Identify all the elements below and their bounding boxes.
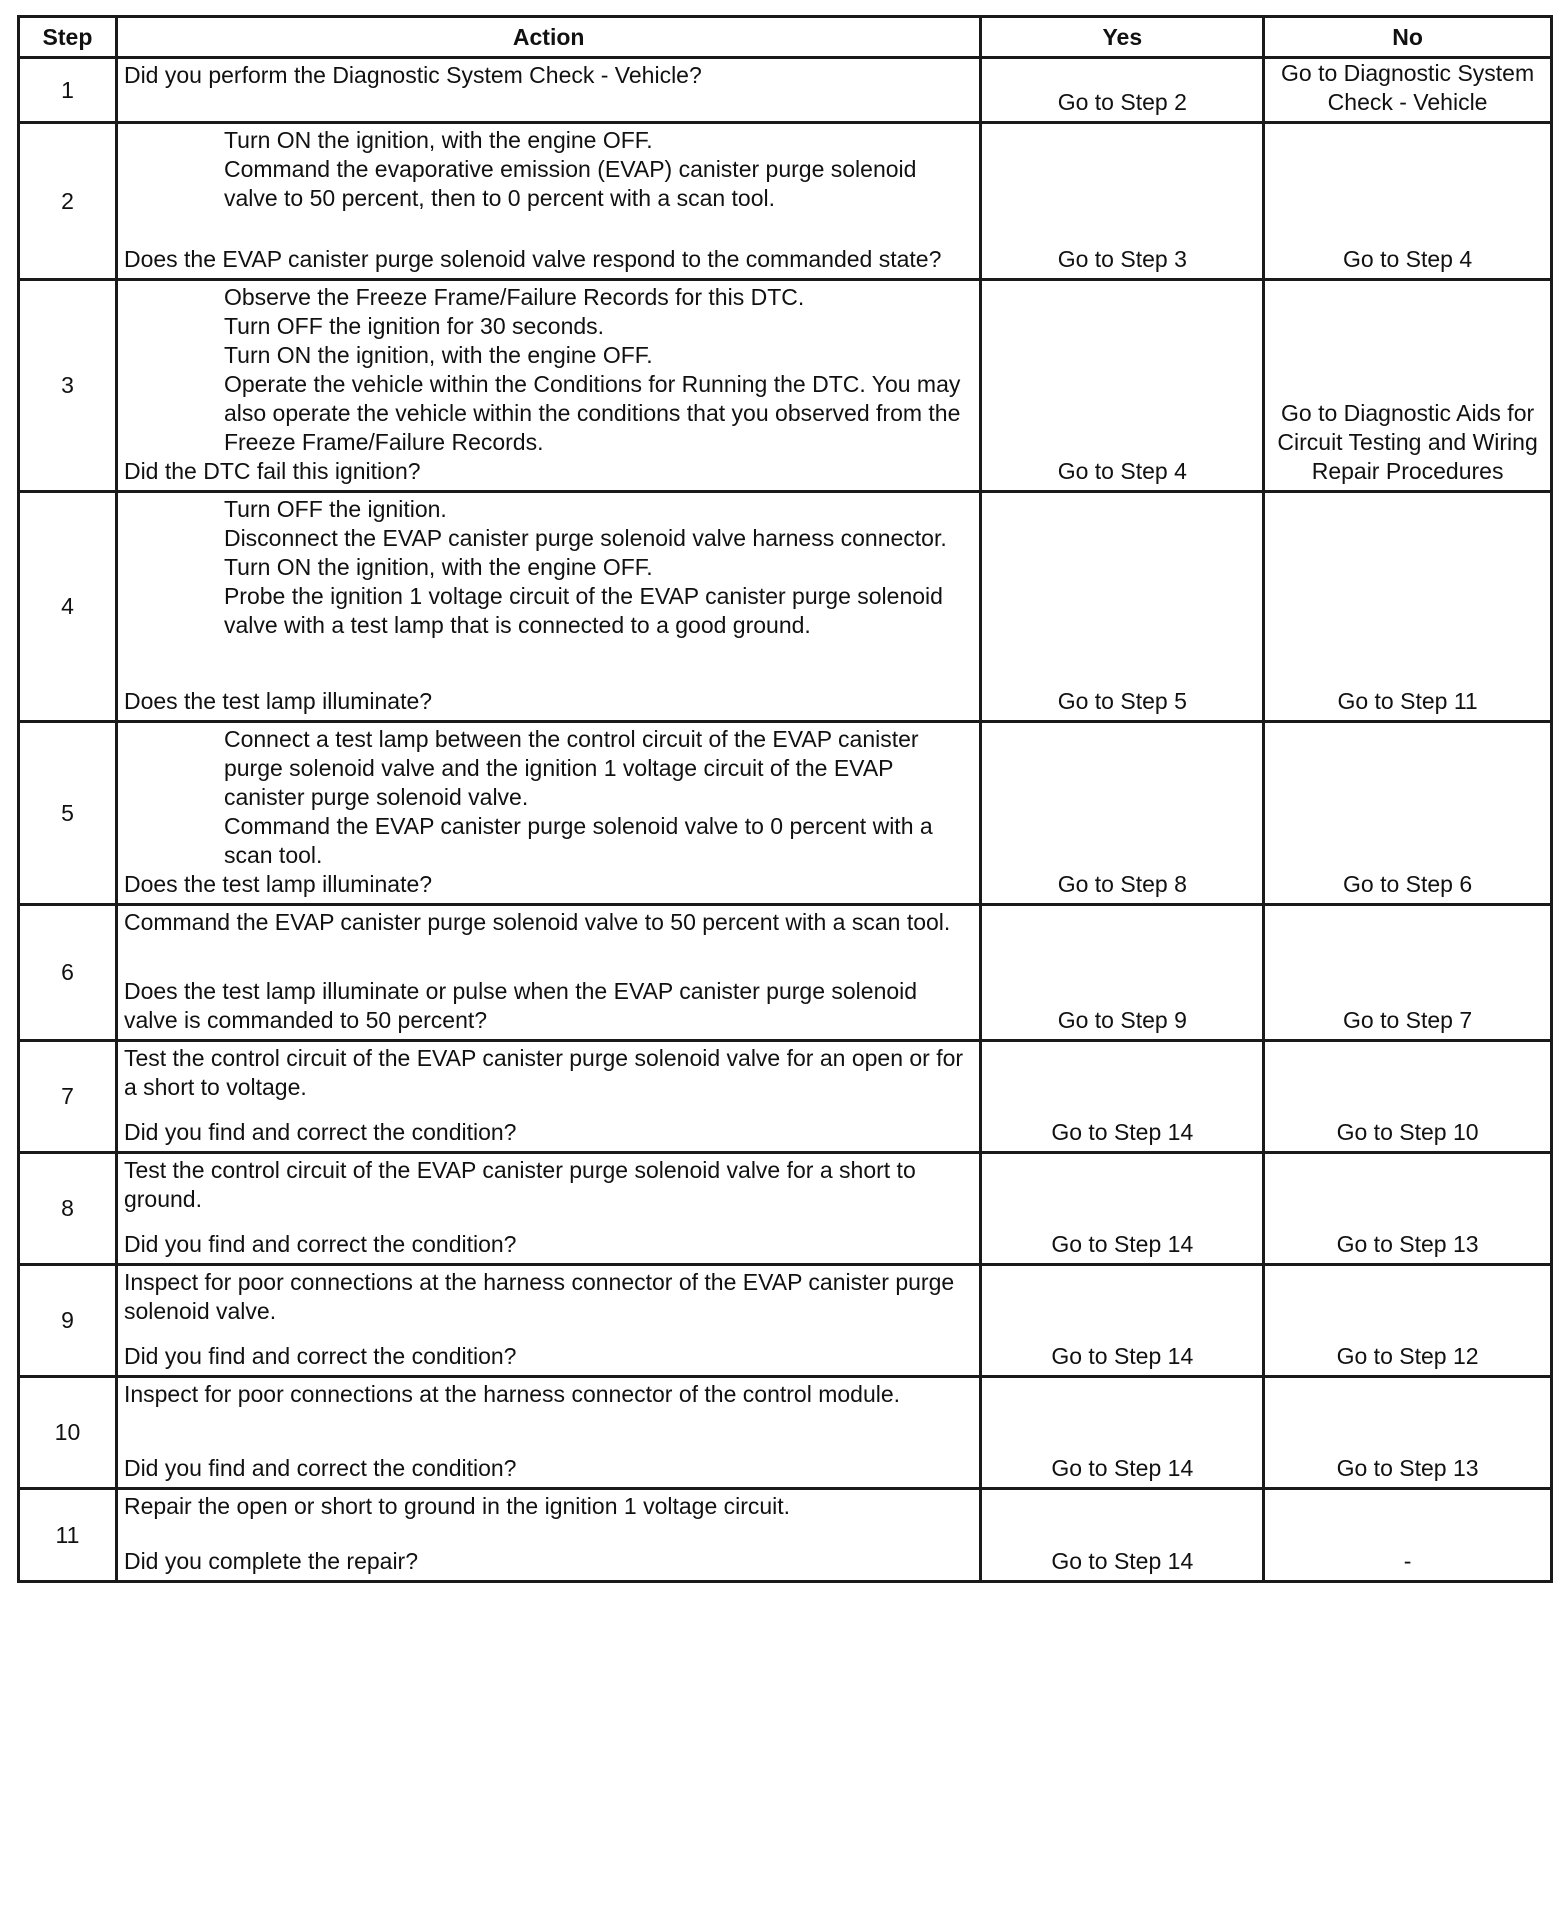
no-result: Go to Diagnostic Aids for Circuit Testing and Wiring Repair Procedures — [1264, 280, 1552, 492]
table-row — [19, 123, 1552, 280]
action-instructions — [124, 1380, 973, 1409]
table-header — [19, 17, 1552, 58]
no-result: Go to Step 7 — [1264, 905, 1552, 1041]
step-number: 4 — [19, 492, 117, 722]
yes-result: Go to Step 14 — [981, 1489, 1264, 1582]
action-content — [124, 1268, 973, 1371]
action-content — [124, 495, 973, 716]
step-number: 7 — [19, 1041, 117, 1153]
table-row — [19, 492, 1552, 722]
no-result: Go to Step 13 — [1264, 1377, 1552, 1489]
table-row — [19, 1489, 1552, 1582]
no-result: Go to Step 6 — [1264, 722, 1552, 905]
table-row — [19, 58, 1552, 123]
action-content — [124, 283, 973, 486]
instruction-item: Probe the ignition 1 voltage circuit of the EVAP canister purge solenoid valve with a test lamp that is connected to a good ground. — [223, 583, 943, 638]
action-cell — [116, 1377, 980, 1489]
header-step: Step — [19, 17, 117, 58]
action-cell — [116, 1265, 980, 1377]
action-question: Does the test lamp illuminate? — [123, 688, 433, 714]
table-row — [19, 1377, 1552, 1489]
yes-result: Go to Step 9 — [981, 905, 1264, 1041]
yes-result: Go to Step 4 — [981, 280, 1264, 492]
yes-result: Go to Step 8 — [981, 722, 1264, 905]
table-body — [19, 58, 1552, 1582]
action-cell — [116, 1153, 980, 1265]
table-row — [19, 280, 1552, 492]
action-instructions — [124, 725, 973, 870]
header-row — [19, 17, 1552, 58]
action-text: Command the EVAP canister purge solenoid valve to 50 percent with a scan tool. — [123, 909, 951, 935]
action-cell — [116, 1489, 980, 1582]
instruction-item: Observe the Freeze Frame/Failure Records for this DTC. — [223, 284, 805, 310]
action-cell — [116, 722, 980, 905]
instruction-list — [124, 283, 973, 457]
action-text: Inspect for poor connections at the harness connector of the control module. — [123, 1381, 901, 1407]
action-text: Test the control circuit of the EVAP canister purge solenoid valve for a short to ground. — [123, 1157, 916, 1212]
header-no: No — [1264, 17, 1552, 58]
no-result: Go to Step 12 — [1264, 1265, 1552, 1377]
step-number: 5 — [19, 722, 117, 905]
table-row — [19, 1265, 1552, 1377]
instruction-item: Command the EVAP canister purge solenoid valve to 0 percent with a scan tool. — [223, 813, 933, 868]
no-result: Go to Step 11 — [1264, 492, 1552, 722]
no-result: - — [1264, 1489, 1552, 1582]
yes-result: Go to Step 14 — [981, 1153, 1264, 1265]
step-number: 6 — [19, 905, 117, 1041]
table-row — [19, 1041, 1552, 1153]
instruction-item: Command the evaporative emission (EVAP) canister purge solenoid valve to 50 percent, then to 0 percent with a scan tool. — [223, 156, 917, 211]
no-result: Go to Step 4 — [1264, 123, 1552, 280]
action-instructions — [124, 1268, 973, 1326]
yes-result: Go to Step 14 — [981, 1265, 1264, 1377]
action-cell — [116, 905, 980, 1041]
header-yes: Yes — [981, 17, 1264, 58]
action-question: Did you find and correct the condition? — [123, 1231, 517, 1257]
action-content — [124, 908, 973, 1035]
action-instructions — [124, 908, 973, 937]
action-content — [124, 1492, 973, 1576]
instruction-item: Operate the vehicle within the Conditions for Running the DTC. You may also operate the vehicle within the conditions that you observed from the Freeze Frame/Failure Records. — [223, 371, 961, 455]
step-number: 11 — [19, 1489, 117, 1582]
diagnostic-table — [17, 15, 1553, 1583]
instruction-item: Turn OFF the ignition. — [223, 496, 447, 522]
action-content — [124, 725, 973, 899]
yes-result: Go to Step 14 — [981, 1377, 1264, 1489]
action-text: Inspect for poor connections at the harness connector of the EVAP canister purge solenoid valve. — [123, 1269, 955, 1324]
action-content — [124, 1380, 973, 1483]
action-text: Test the control circuit of the EVAP canister purge solenoid valve for an open or for a short to voltage. — [123, 1045, 964, 1100]
yes-result: Go to Step 2 — [981, 58, 1264, 123]
no-result: Go to Diagnostic System Check - Vehicle — [1264, 58, 1552, 123]
action-question: Did you complete the repair? — [123, 1548, 419, 1574]
header-action: Action — [116, 17, 980, 58]
instruction-list — [124, 495, 973, 640]
action-content — [124, 1044, 973, 1147]
instruction-item: Turn OFF the ignition for 30 seconds. — [223, 313, 605, 339]
action-question: Did you find and correct the condition? — [123, 1119, 517, 1145]
action-instructions — [124, 61, 973, 90]
step-number: 10 — [19, 1377, 117, 1489]
action-cell — [116, 280, 980, 492]
action-instructions — [124, 1044, 973, 1102]
action-cell — [116, 492, 980, 722]
action-cell — [116, 123, 980, 280]
step-number: 8 — [19, 1153, 117, 1265]
instruction-item: Turn ON the ignition, with the engine OFF. — [223, 342, 653, 368]
no-result: Go to Step 13 — [1264, 1153, 1552, 1265]
action-content — [124, 126, 973, 274]
instruction-item: Connect a test lamp between the control circuit of the EVAP canister purge solenoid valve and the ignition 1 voltage circuit of the EVAP canister purge solenoid valve. — [223, 726, 919, 810]
instruction-item: Turn ON the ignition, with the engine OFF. — [223, 127, 653, 153]
yes-result: Go to Step 3 — [981, 123, 1264, 280]
action-question: Does the EVAP canister purge solenoid valve respond to the commanded state? — [123, 246, 942, 272]
table-row — [19, 722, 1552, 905]
action-text: Repair the open or short to ground in the ignition 1 voltage circuit. — [123, 1493, 791, 1519]
table-row — [19, 905, 1552, 1041]
action-content — [124, 1156, 973, 1259]
action-cell — [116, 58, 980, 123]
action-cell — [116, 1041, 980, 1153]
action-question: Did you find and correct the condition? — [123, 1343, 517, 1369]
action-question: Did you find and correct the condition? — [123, 1455, 517, 1481]
action-instructions — [124, 126, 973, 213]
no-result: Go to Step 10 — [1264, 1041, 1552, 1153]
instruction-item: Disconnect the EVAP canister purge solenoid valve harness connector. — [223, 525, 947, 551]
step-number: 9 — [19, 1265, 117, 1377]
step-number: 2 — [19, 123, 117, 280]
yes-result: Go to Step 5 — [981, 492, 1264, 722]
action-instructions — [124, 1492, 973, 1521]
instruction-list — [124, 725, 973, 870]
step-number: 3 — [19, 280, 117, 492]
action-instructions — [124, 1156, 973, 1214]
action-question: Does the test lamp illuminate? — [123, 871, 433, 897]
instruction-list — [124, 126, 973, 213]
action-text: Did you perform the Diagnostic System Check - Vehicle? — [123, 62, 702, 88]
action-content — [124, 61, 973, 117]
action-instructions — [124, 495, 973, 640]
yes-result: Go to Step 14 — [981, 1041, 1264, 1153]
instruction-item: Turn ON the ignition, with the engine OFF. — [223, 554, 653, 580]
action-question: Did the DTC fail this ignition? — [123, 458, 421, 484]
action-instructions — [124, 283, 973, 457]
step-number: 1 — [19, 58, 117, 123]
action-question: Does the test lamp illuminate or pulse when the EVAP canister purge solenoid valve is commanded to 50 percent? — [123, 978, 918, 1033]
table-row — [19, 1153, 1552, 1265]
